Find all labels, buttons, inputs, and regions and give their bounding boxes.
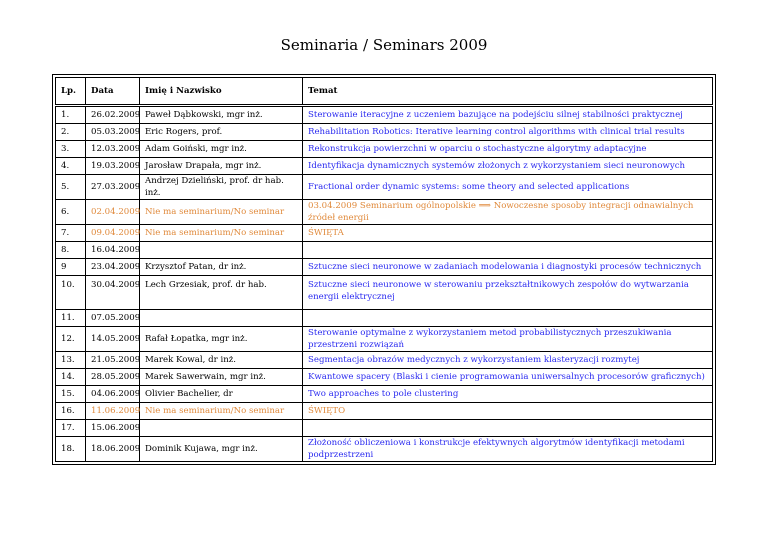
table-row (56, 310, 713, 327)
table-row (56, 200, 713, 225)
row-date: 30.04.2009 (86, 276, 140, 310)
row-date: 28.05.2009 (86, 369, 140, 386)
column-header-lp: Lp. (56, 78, 86, 106)
seminar-table-frame (52, 74, 716, 465)
row-number: 16. (56, 403, 86, 420)
row-date: 11.06.2009 (86, 403, 140, 420)
row-number: 1. (56, 106, 86, 124)
table-row (56, 259, 713, 276)
table-row (56, 242, 713, 259)
row-speaker: Krzysztof Patan, dr inż. (140, 259, 303, 276)
column-header-date: Data (86, 78, 140, 106)
row-date: 18.06.2009 (86, 437, 140, 462)
row-topic: Two approaches to pole clustering (303, 386, 713, 403)
column-header-name: Imię i Nazwisko (140, 78, 303, 106)
row-number: 15. (56, 386, 86, 403)
row-date: 12.03.2009 (86, 141, 140, 158)
row-date: 19.03.2009 (86, 158, 140, 175)
table-row (56, 369, 713, 386)
table-row (56, 141, 713, 158)
row-topic: Sterowanie iteracyjne z uczeniem bazujące na podejściu silnej stabilności praktycznej (303, 106, 713, 124)
page-title: Seminaria / Seminars 2009 (280, 36, 488, 54)
row-speaker (140, 420, 303, 437)
row-date: 27.03.2009 (86, 175, 140, 200)
row-speaker: Nie ma seminarium/No seminar (140, 225, 303, 242)
table-row (56, 386, 713, 403)
table-row (56, 225, 713, 242)
row-date: 26.02.2009 (86, 106, 140, 124)
seminar-table (55, 77, 713, 462)
row-speaker: Marek Kowal, dr inż. (140, 352, 303, 369)
row-topic: Sztuczne sieci neuronowe w zadaniach modelowania i diagnostyki procesów technicznych (303, 259, 713, 276)
table-header-row (56, 78, 713, 106)
row-date: 07.05.2009 (86, 310, 140, 327)
row-topic: Sztuczne sieci neuronowe w sterowaniu przekształtnikowych zespołów do wytwarzania energii elektrycznej (303, 276, 713, 310)
row-number: 3. (56, 141, 86, 158)
row-date: 05.03.2009 (86, 124, 140, 141)
row-number: 9 (56, 259, 86, 276)
row-topic (303, 310, 713, 327)
row-number: 7. (56, 225, 86, 242)
table-row (56, 420, 713, 437)
row-number: 11. (56, 310, 86, 327)
table-row (56, 437, 713, 462)
row-number: 4. (56, 158, 86, 175)
row-date: 16.04.2009 (86, 242, 140, 259)
row-date: 04.06.2009 (86, 386, 140, 403)
table-row (56, 124, 713, 141)
row-date: 09.04.2009 (86, 225, 140, 242)
row-number: 6. (56, 200, 86, 225)
table-body (56, 106, 713, 462)
row-speaker: Dominik Kujawa, mgr inż. (140, 437, 303, 462)
row-topic: ŚWIĘTO (303, 403, 713, 420)
row-topic: Segmentacja obrazów medycznych z wykorzystaniem klasteryzacji rozmytej (303, 352, 713, 369)
row-date: 14.05.2009 (86, 327, 140, 352)
column-header-topic: Temat (303, 78, 713, 106)
row-speaker: Adam Goiński, mgr inż. (140, 141, 303, 158)
row-topic: Fractional order dynamic systems: some theory and selected applications (303, 175, 713, 200)
table-row (56, 327, 713, 352)
row-topic: Rehabilitation Robotics: Iterative learning control algorithms with clinical trial results (303, 124, 713, 141)
row-number: 5. (56, 175, 86, 200)
table-row (56, 158, 713, 175)
row-speaker: Paweł Dąbkowski, mgr inż. (140, 106, 303, 124)
row-date: 23.04.2009 (86, 259, 140, 276)
row-speaker: Jarosław Drapała, mgr inż. (140, 158, 303, 175)
row-topic: Identyfikacja dynamicznych systemów złożonych z wykorzystaniem sieci neuronowych (303, 158, 713, 175)
row-number: 14. (56, 369, 86, 386)
row-speaker (140, 310, 303, 327)
row-topic: ŚWIĘTA (303, 225, 713, 242)
row-topic: 03.04.2009 Seminarium ogólnopolskie ⟹ Nowoczesne sposoby integracji odnawialnych źródeł energii (303, 200, 713, 225)
table-row (56, 175, 713, 200)
row-topic (303, 242, 713, 259)
table-row (56, 106, 713, 124)
row-number: 12. (56, 327, 86, 352)
row-topic (303, 420, 713, 437)
row-number: 17. (56, 420, 86, 437)
row-number: 8. (56, 242, 86, 259)
row-speaker (140, 242, 303, 259)
row-speaker: Olivier Bachelier, dr (140, 386, 303, 403)
row-speaker: Rafał Łopatka, mgr inż. (140, 327, 303, 352)
row-number: 10. (56, 276, 86, 310)
row-speaker: Nie ma seminarium/No seminar (140, 200, 303, 225)
row-date: 02.04.2009 (86, 200, 140, 225)
row-speaker: Lech Grzesiak, prof. dr hab. (140, 276, 303, 310)
row-number: 2. (56, 124, 86, 141)
row-date: 15.06.2009 (86, 420, 140, 437)
row-speaker: Eric Rogers, prof. (140, 124, 303, 141)
row-topic: Sterowanie optymalne z wykorzystaniem metod probabilistycznych przeszukiwania przestrzeni rozwiązań (303, 327, 713, 352)
row-topic: Złożoność obliczeniowa i konstrukcje efektywnych algorytmów identyfikacji metodami podprzestrzeni (303, 437, 713, 462)
table-row (56, 352, 713, 369)
row-speaker: Andrzej Dzieliński, prof. dr hab. inż. (140, 175, 303, 200)
row-speaker: Marek Sawerwain, mgr inż. (140, 369, 303, 386)
table-row (56, 276, 713, 310)
row-number: 13. (56, 352, 86, 369)
row-date: 21.05.2009 (86, 352, 140, 369)
row-topic: Rekonstrukcja powierzchni w oparciu o stochastyczne algorytmy adaptacyjne (303, 141, 713, 158)
row-number: 18. (56, 437, 86, 462)
row-topic: Kwantowe spacery (Blaski i cienie programowania uniwersalnych procesorów graficznych) (303, 369, 713, 386)
table-row (56, 403, 713, 420)
row-speaker: Nie ma seminarium/No seminar (140, 403, 303, 420)
